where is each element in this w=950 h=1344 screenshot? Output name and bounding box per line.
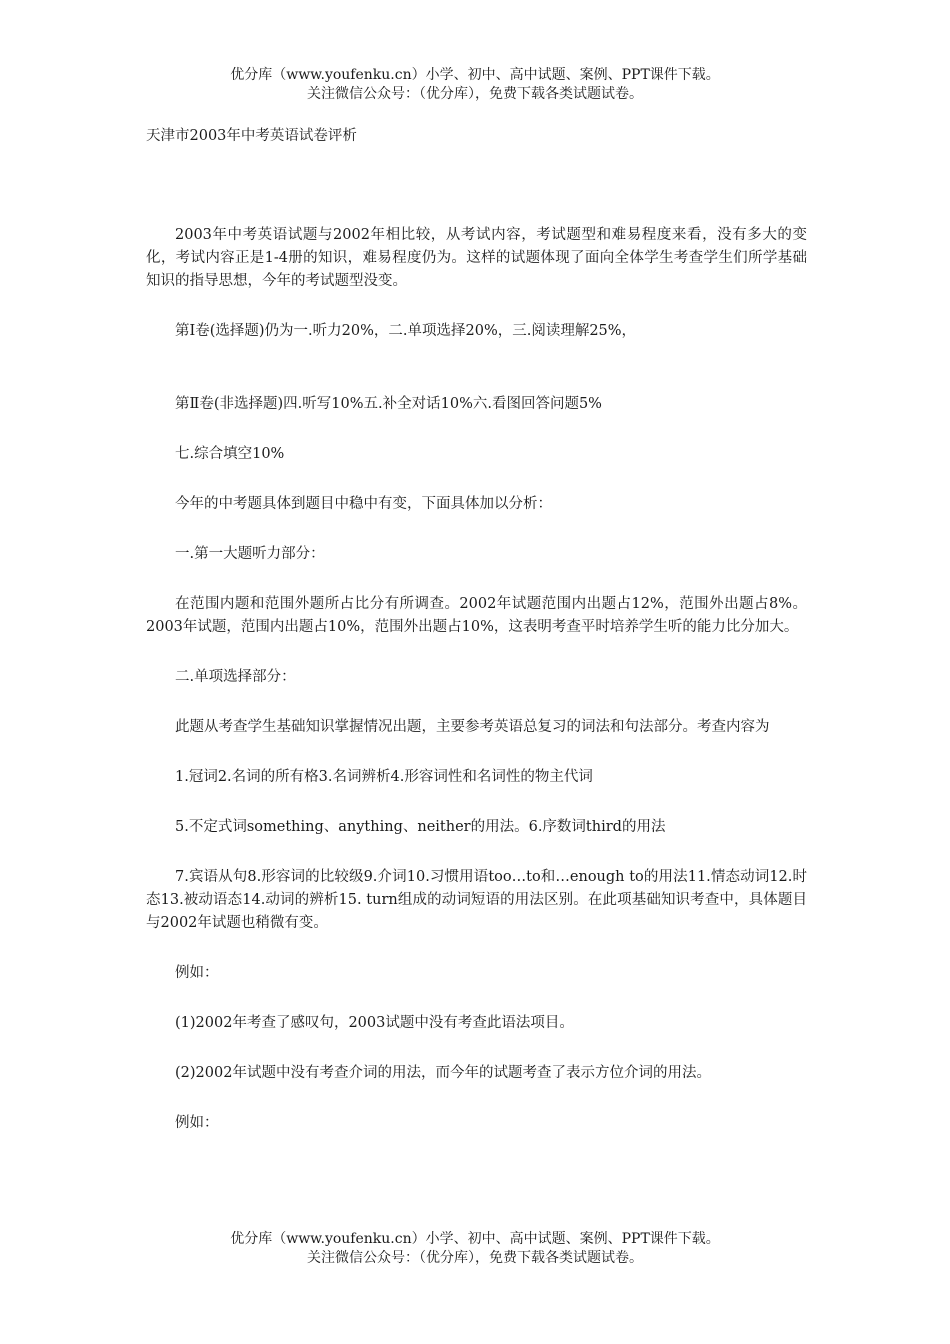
page-header (0, 66, 950, 104)
paragraph: (1)2002年考查了感叹句，2003试题中没有考查此语法项目。 (175, 1015, 574, 1031)
paragraph: 第Ⅱ卷(非选择题)四.听写10%五.补全对话10%六.看图回答问题5% (175, 396, 602, 412)
footer-line-2: 关注微信公众号：（优分库），免费下载各类试题试卷。 (307, 1250, 643, 1266)
paragraph: 例如： (175, 1115, 219, 1131)
paragraph: 例如： (175, 965, 219, 981)
paragraph: 2003年中考英语试题与2002年相比较，从考试内容，考试题型和难易程度来看，没有多大的变化，考试内容正是1-4册的知识，难易程度仍为。这样的试题体现了面向全体学生考查学生们所学基础知识的指导思想，今年的考试题型没变。 (146, 227, 807, 289)
footer-line-1: 优分库（www.youfenku.cn）小学、初中、高中试题、案例、PPT课件下载。 (230, 1231, 720, 1247)
paragraph: 今年的中考题具体到题目中稳中有变，下面具体加以分析： (175, 496, 552, 512)
paragraph: 在范围内题和范围外题所占比分有所调查。2002年试题范围内出题占12%，范围外出题占8%。2003年试题，范围内出题占10%，范围外出题占10%，这表明考查平时培养学生听的能力比分加大。 (146, 596, 807, 635)
section-heading: 一.第一大题听力部分： (175, 546, 325, 562)
page-footer (0, 1230, 950, 1268)
section-heading: 二.单项选择部分： (175, 669, 296, 685)
paragraph: (2)2002年试题中没有考查介词的用法，而今年的试题考查了表示方位介词的用法。 (175, 1065, 711, 1081)
header-line-2: 关注微信公众号：（优分库），免费下载各类试题试卷。 (307, 86, 643, 102)
paragraph: 7.宾语从句8.形容词的比较级9.介词10.习惯用语too…to和…enough to的用法11.情态动词12.时态13.被动语态14.动词的辨析15. turn组成的动词短语的用法区别。在此项基础知识考查中，具体题目与2002年试题也稍微有变。 (146, 869, 807, 931)
paragraph: 此题从考查学生基础知识掌握情况出题，主要参考英语总复习的词法和句法部分。考查内容为 (175, 719, 770, 735)
paragraph: 第Ⅰ卷(选择题)仍为一.听力20%，二.单项选择20%，三.阅读理解25%， (175, 323, 637, 339)
paragraph: 1.冠词2.名词的所有格3.名词辨析4.形容词性和名词性的物主代词 (175, 769, 593, 785)
paragraph: 5.不定式词something、anything、neither的用法。6.序数词third的用法 (175, 819, 666, 835)
document-title: 天津市2003年中考英语试卷评析 (146, 128, 357, 144)
header-line-1: 优分库（www.youfenku.cn）小学、初中、高中试题、案例、PPT课件下载。 (230, 67, 720, 83)
document-body (146, 224, 807, 1162)
paragraph: 七.综合填空10% (175, 446, 285, 462)
